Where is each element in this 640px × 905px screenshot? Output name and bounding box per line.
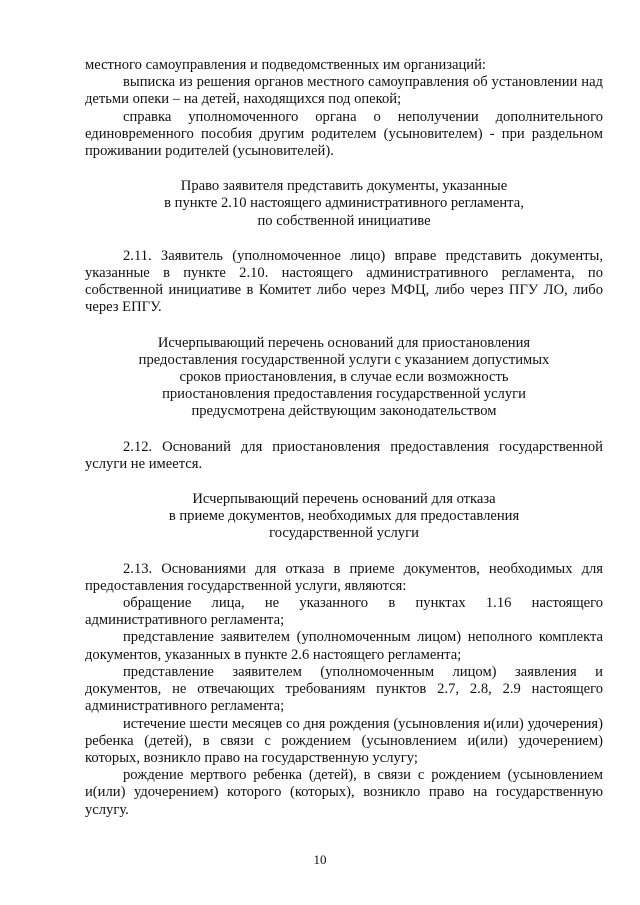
section-heading-suspension <box>85 335 603 421</box>
heading-line: в пункте 2.10 настоящего административного регламента, <box>164 195 524 212</box>
heading-line: Право заявителя представить документы, указанные <box>180 178 508 195</box>
refusal-ground-item: истечение шести месяцев со дня рождения (усыновления и(или) удочерения) ребенка (детей), в связи с рождением (усыновлением и(или) удочерением) которых, возникло право на государственную услугу; <box>85 715 603 766</box>
heading-line: по собственной инициативе <box>257 212 431 229</box>
refusal-ground-item: представление заявителем (уполномоченным лицом) заявления и документов, не отвечающих требованиям пунктов 2.7, 2.8, 2.9 настоящего административного регламента; <box>85 663 603 715</box>
intro-paragraph: выписка из решения органов местного самоуправления об установлении над детьми опеки – на детей, находящихся под опекой; <box>85 74 603 108</box>
paragraph-2-11: 2.11. Заявитель (уполномоченное лицо) вправе представить документы, указанные в пункте 2.10. настоящего административного регламента, по собственной инициативе в Комитет либо через МФЦ, либо через ПГУ ЛО, либо через ЕПГУ. <box>85 247 603 316</box>
heading-line: государственной услуги <box>269 525 419 542</box>
intro-paragraph: местного самоуправления и подведомственных им организаций: <box>85 57 486 73</box>
refusal-ground-item: рождение мертвого ребенка (детей), в связи с рождением (усыновлением и(или) удочерением) которого (которых), возникло право на государственную услугу. <box>85 767 603 818</box>
paragraph-2-13: 2.13. Основаниями для отказа в приеме документов, необходимых для предоставления государственной услуги, являются: <box>85 560 603 594</box>
section-heading-refusal <box>85 491 603 543</box>
heading-line: Исчерпывающий перечень оснований для приостановления <box>157 334 531 351</box>
heading-line: приостановления предоставления государственной услуги <box>162 386 526 403</box>
heading-line: предусмотрена действующим законодательством <box>191 403 497 420</box>
refusal-ground-item: представление заявителем (уполномоченным лицом) неполного комплекта документов, указанных в пункте 2.6 настоящего регламента; <box>85 629 603 663</box>
section-heading-documents-initiative <box>85 178 603 230</box>
refusal-ground-item: обращение лица, не указанного в пунктах 1.16 настоящего административного регламента; <box>85 595 603 629</box>
heading-line: предоставления государственной услуги с указанием допустимых <box>138 351 550 368</box>
page-number: 10 <box>313 852 327 867</box>
document-page <box>85 57 603 819</box>
paragraph-2-12: 2.12. Оснований для приостановления предоставления государственной услуги не имеется. <box>85 438 603 472</box>
heading-line: Исчерпывающий перечень оснований для отказа <box>192 491 496 508</box>
heading-line: сроков приостановления, в случае если возможность <box>179 369 509 386</box>
heading-line: в приеме документов, необходимых для предоставления <box>168 508 520 525</box>
intro-paragraph: справка уполномоченного органа о неполучении дополнительного единовременного пособия другим родителем (усыновителем) - при раздельном проживании родителей (усыновителей). <box>85 108 603 160</box>
